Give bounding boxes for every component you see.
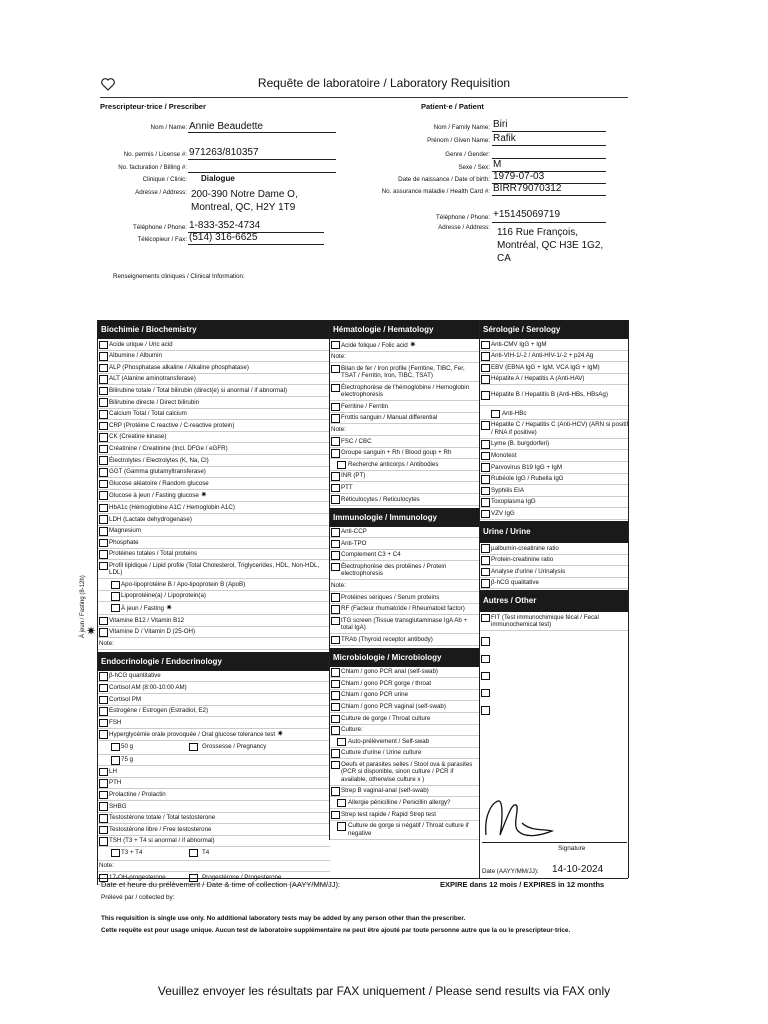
- checkbox[interactable]: [99, 826, 108, 835]
- test-row[interactable]: EBV (EBNA IgG + IgM, VCA IgG + IgM): [480, 362, 629, 374]
- test-row[interactable]: Chlam / gono PCR vaginal (self-swab): [330, 701, 480, 713]
- test-row[interactable]: Monotest: [480, 450, 629, 462]
- note-row[interactable]: Note:: [330, 580, 480, 592]
- test-row[interactable]: tTG screen (Tissue transglutaminase IgA Ab + total IgA): [330, 615, 480, 634]
- address-label: Adresse / Address:: [135, 189, 187, 196]
- hemato-column: [329, 320, 480, 840]
- checkbox[interactable]: [331, 691, 340, 700]
- note-row[interactable]: Note:: [330, 424, 480, 436]
- prescriber-heading: Prescripteur·trice / Prescriber: [100, 102, 206, 111]
- checkbox[interactable]: [99, 491, 108, 500]
- asterisk-icon: ✷: [86, 624, 97, 638]
- test-row[interactable]: µalbumin-creatinine ratio: [480, 543, 629, 555]
- test-row[interactable]: Glucose aléatoire / Random glucose: [98, 478, 330, 490]
- micro-header: Microbiologie / Microbiology: [330, 648, 480, 667]
- test-row[interactable]: β-hCG qualitative: [480, 578, 629, 590]
- checkbox[interactable]: [337, 822, 346, 831]
- divider: [100, 97, 628, 98]
- checkbox[interactable]: [99, 628, 108, 637]
- prescriber-name[interactable]: Annie Beaudette: [189, 121, 263, 132]
- checkbox[interactable]: [99, 527, 108, 536]
- test-row[interactable]: Protéines sériques / Serum proteins: [330, 592, 480, 604]
- checkbox[interactable]: [189, 849, 198, 858]
- license-label: No. permis / License #:: [123, 151, 187, 158]
- checkbox[interactable]: [481, 706, 490, 715]
- checkbox[interactable]: [99, 539, 108, 548]
- blank-row[interactable]: [480, 666, 629, 683]
- checkbox[interactable]: [331, 341, 340, 350]
- test-row[interactable]: PTT: [330, 482, 480, 494]
- test-row[interactable]: Ferritine / Ferritin: [330, 401, 480, 413]
- family-name-label: Nom / Family Name:: [433, 124, 490, 131]
- test-row[interactable]: LH: [98, 766, 330, 778]
- test-row[interactable]: Réticulocytes / Reticulocytes: [330, 494, 480, 506]
- license-value[interactable]: 971263/810357: [189, 147, 259, 158]
- test-row[interactable]: Cortisol AM (8:00-10:00 AM): [98, 682, 330, 694]
- checkbox[interactable]: [111, 743, 120, 752]
- checkbox[interactable]: [331, 540, 340, 549]
- checkbox[interactable]: [481, 487, 490, 496]
- test-row[interactable]: Syphilis EIA: [480, 485, 629, 497]
- prescriber-name-label: Nom / Name:: [150, 124, 187, 131]
- prescriber-address: [191, 188, 298, 214]
- checkbox[interactable]: [99, 422, 108, 431]
- checkbox[interactable]: [331, 811, 340, 820]
- checkbox[interactable]: [111, 756, 120, 765]
- checkbox[interactable]: [99, 684, 108, 693]
- test-row[interactable]: Protein-creatinine ratio: [480, 555, 629, 567]
- checkbox[interactable]: [331, 749, 340, 758]
- test-row[interactable]: Électrophorèse de l'hémoglobine / Hemoglobin electrophoresis: [330, 382, 480, 401]
- test-row[interactable]: Prolactine / Prolactin: [98, 789, 330, 801]
- test-row[interactable]: FSC / CBC: [330, 436, 480, 448]
- checkbox[interactable]: [99, 791, 108, 800]
- clinic-label: Clinique / Clinic:: [142, 176, 187, 183]
- test-row[interactable]: Anti-VIH-1/-2 / Anti-HIV-1/-2 + p24 Ag: [480, 351, 629, 363]
- test-row[interactable]: β-hCG quantitative: [98, 671, 330, 683]
- checkbox[interactable]: [331, 787, 340, 796]
- test-row[interactable]: Culture:: [330, 725, 480, 737]
- blank-row[interactable]: [480, 700, 629, 717]
- checkbox[interactable]: [189, 743, 198, 752]
- checkbox[interactable]: [481, 689, 490, 698]
- checkbox[interactable]: [331, 414, 340, 423]
- test-row[interactable]: Chlam / gono PCR anal (self-swab): [330, 667, 480, 679]
- biochem-column: [97, 320, 330, 885]
- checkbox[interactable]: [481, 352, 490, 361]
- test-row[interactable]: Albumine / Albumin: [98, 351, 330, 363]
- underline: [188, 159, 336, 160]
- signature-label: Signature: [558, 845, 586, 852]
- checkbox[interactable]: [481, 544, 490, 553]
- test-row[interactable]: Hyperglycémie orale provoquée / Oral glucose tolerance test ✷: [98, 729, 330, 742]
- test-row[interactable]: Analyse d'urine / Urinalysis: [480, 566, 629, 578]
- checkbox[interactable]: [481, 475, 490, 484]
- checkbox[interactable]: [99, 375, 108, 384]
- dob-label: Date de naissance / Date of birth:: [398, 176, 490, 183]
- checkbox[interactable]: [111, 592, 120, 601]
- test-row[interactable]: Testostérone totale / Total testosterone: [98, 813, 330, 825]
- disclaimer-fr: Cette requête est pour usage unique. Aucun test de laboratoire supplémentaire ne peut être ajouté par toute personne autre que la ou le prescripteur·trice.: [101, 927, 571, 934]
- checkbox[interactable]: [99, 352, 108, 361]
- test-row[interactable]: Magnesium: [98, 526, 330, 538]
- progesterone-label: Progestérone / Progesterone: [202, 873, 282, 881]
- gender-label: Genre / Gender:: [445, 151, 490, 158]
- test-row[interactable]: Recherche anticorps / Antibodies: [330, 459, 480, 471]
- checkbox[interactable]: [99, 480, 108, 489]
- asterisk-icon: ✷: [276, 729, 284, 739]
- table-bottom-border: [97, 878, 628, 879]
- test-row[interactable]: Hépatite B / Hepatitis B (Anti-HBs, HBsAg): [480, 385, 629, 405]
- signature-image: [482, 795, 562, 843]
- checkbox[interactable]: [331, 528, 340, 537]
- test-row[interactable]: Strep test rapide / Rapid Strep test: [330, 809, 480, 821]
- test-row[interactable]: Anti-TPO: [330, 538, 480, 550]
- pregnancy-label: Grossesse / Pregnancy: [202, 743, 267, 750]
- test-row[interactable]: Hépatite C / Hepatitis C (Anti-HCV) (ARN si positif / RNA if positive): [480, 420, 629, 439]
- test-row[interactable]: Culture de gorge si négatif / Throat culture if negative: [330, 821, 480, 840]
- checkbox[interactable]: [111, 581, 120, 590]
- signature-line: [482, 842, 627, 843]
- patient-phone-label: Téléphone / Phone:: [435, 214, 490, 221]
- health-card-label: No. assurance maladie / Health Card #:: [381, 188, 490, 195]
- prescriber-fax[interactable]: (514) 316-6625: [189, 232, 258, 243]
- checkbox[interactable]: [481, 579, 490, 588]
- test-row[interactable]: Anti-CMV IgG + IgM: [480, 339, 629, 351]
- fasting-vertical-label: À jeun / Fasting (8-12h): [80, 575, 86, 638]
- test-row[interactable]: FIT (Test immunochimique fécal / Fecal immunochemical test): [480, 612, 629, 631]
- dob-value[interactable]: 1979-07-03: [493, 171, 545, 182]
- test-row[interactable]: 17-OH-progesterone Progestérone / Progesterone: [98, 872, 330, 885]
- checkbox[interactable]: [99, 779, 108, 788]
- note-row[interactable]: Note:: [330, 352, 480, 364]
- checkbox[interactable]: [331, 495, 340, 504]
- test-row[interactable]: Strep B vaginal-anal (self-swab): [330, 786, 480, 798]
- checkbox[interactable]: [331, 668, 340, 677]
- checkbox[interactable]: [481, 655, 490, 664]
- note-row[interactable]: Note:: [98, 861, 330, 873]
- test-row[interactable]: Créatinine / Creatinine (Incl. DFGe / eGFR): [98, 443, 330, 455]
- prescriber-phone[interactable]: 1-833-352-4734: [189, 220, 261, 231]
- checkbox[interactable]: [331, 680, 340, 689]
- test-row[interactable]: RF (Facteur rhumatoïde / Rheumatoid factor): [330, 604, 480, 616]
- checkbox[interactable]: [491, 410, 500, 419]
- test-row[interactable]: TSH (T3 + T4 si anormal / if abnormal): [98, 836, 330, 848]
- test-row[interactable]: ALP (Phosphatase alkaline / Alkaline phosphatase): [98, 362, 330, 374]
- checkbox[interactable]: [99, 837, 108, 846]
- test-row[interactable]: Hépatite A / Hepatitis A (Anti-HAV): [480, 374, 629, 386]
- checkbox[interactable]: [99, 398, 108, 407]
- test-row[interactable]: Vitamine B12 / Vitamin B12: [98, 615, 330, 627]
- test-row[interactable]: Allergie pénicilline / Penicillin allergy?: [330, 797, 480, 809]
- test-row[interactable]: Chlam / gono PCR urine: [330, 690, 480, 702]
- test-row[interactable]: Apo-lipoprotéine B / Apo-lipoprotein B (ApoB): [98, 579, 330, 591]
- checkbox[interactable]: [331, 726, 340, 735]
- checkbox[interactable]: [331, 437, 340, 446]
- checkbox[interactable]: [337, 461, 346, 470]
- test-row[interactable]: Auto-prélèvement / Self-swab: [330, 736, 480, 748]
- blank-row[interactable]: [480, 683, 629, 700]
- urine-header: Urine / Urine: [480, 521, 629, 543]
- checkbox[interactable]: [331, 365, 340, 374]
- prescriber-phone-label: Téléphone / Phone:: [132, 224, 187, 231]
- test-row[interactable]: 75 g: [98, 755, 330, 767]
- checkbox[interactable]: [331, 703, 340, 712]
- checkbox[interactable]: [99, 341, 108, 350]
- test-row[interactable]: Électrolytes / Electrolytes (K, Na, Cl): [98, 455, 330, 467]
- underline: [188, 244, 324, 245]
- address-line: 116 Rue François,: [497, 227, 578, 238]
- test-row[interactable]: Bilan de fer / Iron profile (Ferritine, TIBC, Fer, TSAT / Ferritin, Iron, TIBC, TSAT): [330, 363, 480, 382]
- underline: [492, 158, 606, 159]
- checkbox[interactable]: [99, 433, 108, 442]
- underline: [492, 145, 606, 146]
- sex-value[interactable]: M: [493, 159, 502, 170]
- checkbox[interactable]: [99, 550, 108, 559]
- underline: [492, 195, 606, 196]
- asterisk-icon: ✷: [200, 490, 208, 500]
- checkbox[interactable]: [99, 696, 108, 705]
- clinic-value: Dialogue: [201, 174, 235, 183]
- test-row[interactable]: ALT (Alanine aminotransferase): [98, 374, 330, 386]
- other-header: Autres / Other: [480, 590, 629, 612]
- test-row[interactable]: Vitamine D / Vitamin D (25-OH): [98, 627, 330, 639]
- test-row[interactable]: CRP (Protéine C reactive / C-reactive protein): [98, 420, 330, 432]
- checkbox[interactable]: [331, 715, 340, 724]
- family-name[interactable]: Biri: [493, 119, 508, 130]
- blank-row[interactable]: [480, 649, 629, 666]
- checkbox[interactable]: [481, 421, 490, 430]
- test-row[interactable]: Phosphate: [98, 537, 330, 549]
- test-row[interactable]: Estrogène / Estrogen (Estradiol, E2): [98, 706, 330, 718]
- test-row[interactable]: Culture de gorge / Throat culture: [330, 713, 480, 725]
- given-name[interactable]: Rafik: [493, 133, 516, 144]
- clinical-info-label: Renseignements cliniques / Clinical Information:: [113, 273, 245, 280]
- checkbox[interactable]: [331, 761, 340, 770]
- test-row[interactable]: Acide folique / Folic acid ✷: [330, 339, 480, 352]
- test-row[interactable]: GGT (Gamma glutamyltransferase): [98, 467, 330, 479]
- checkbox[interactable]: [99, 802, 108, 811]
- underline: [188, 172, 336, 173]
- checkbox[interactable]: [331, 551, 340, 560]
- sex-label: Sexe / Sex:: [458, 164, 490, 171]
- test-row[interactable]: HbA1c (Hémoglobine A1C / Hemoglobin A1C): [98, 502, 330, 514]
- test-row[interactable]: Frottis sanguin / Manual differential: [330, 413, 480, 425]
- checkbox[interactable]: [481, 614, 490, 623]
- test-row[interactable]: Anti-HBc: [480, 406, 629, 420]
- test-row[interactable]: À jeun / Fasting ✷: [98, 602, 330, 615]
- test-row[interactable]: Glucose à jeun / Fasting glucose ✷: [98, 490, 330, 503]
- underline: [492, 131, 606, 132]
- checkbox[interactable]: [481, 341, 490, 350]
- checkbox[interactable]: [99, 468, 108, 477]
- address-line: 200-390 Notre Dame O,: [191, 189, 298, 200]
- table-right-border: [628, 320, 629, 878]
- checkbox[interactable]: [99, 504, 108, 513]
- checkbox[interactable]: [331, 449, 340, 458]
- collection-label: Date et heure du prélèvement / Date & time of collection (AAYY/MM/JJ):: [101, 880, 341, 889]
- checkbox[interactable]: [481, 498, 490, 507]
- test-row[interactable]: Électrophorèse des protéines / Protein electrophoresis: [330, 561, 480, 580]
- test-row[interactable]: Culture d'urine / Urine culture: [330, 748, 480, 760]
- checkbox[interactable]: [331, 636, 340, 645]
- test-row[interactable]: 50 g Grossesse / Pregnancy: [98, 741, 330, 754]
- test-row[interactable]: TRAb (Thyroid receptor antibody): [330, 634, 480, 646]
- patient-phone[interactable]: +15145069719: [493, 209, 561, 220]
- checkbox[interactable]: [331, 593, 340, 602]
- serology-header: Sérologie / Serology: [480, 320, 629, 339]
- test-row[interactable]: Profil lipidique / Lipid profile (Total Cholesterol, Triglycerides, HDL, Non-HDL, LDL): [98, 560, 330, 579]
- date-label: Date (AAYY/MM/JJ):: [482, 868, 539, 875]
- checkbox[interactable]: [331, 484, 340, 493]
- address-line: CA: [497, 253, 511, 264]
- checkbox[interactable]: [331, 605, 340, 614]
- test-row[interactable]: Lyme (B. burgdorferi): [480, 439, 629, 451]
- page-title: Requête de laboratoire / Laboratory Requisition: [257, 76, 511, 90]
- address-line: Montréal, QC H3E 1G2,: [497, 240, 604, 251]
- given-name-label: Prénom / Given Name:: [427, 137, 490, 144]
- checkbox[interactable]: [331, 403, 340, 412]
- underline: [492, 222, 606, 223]
- test-row[interactable]: Groupe sanguin + Rh / Blood goup + Rh: [330, 448, 480, 460]
- checkbox[interactable]: [481, 452, 490, 461]
- test-row[interactable]: Complement C3 + C4: [330, 550, 480, 562]
- test-row[interactable]: Protéines totales / Total proteins: [98, 549, 330, 561]
- test-row[interactable]: Anti-CCP: [330, 527, 480, 539]
- test-row[interactable]: FSH: [98, 717, 330, 729]
- test-row[interactable]: Testostérone libre / Free testosterone: [98, 824, 330, 836]
- blank-row[interactable]: [480, 631, 629, 648]
- underline: [188, 132, 336, 133]
- checkbox[interactable]: [99, 719, 108, 728]
- checkbox[interactable]: [481, 463, 490, 472]
- checkbox[interactable]: [481, 637, 490, 646]
- expiry-text: EXPIRE dans 12 mois / EXPIRES in 12 months: [440, 880, 605, 889]
- test-row[interactable]: Cortisol PM: [98, 694, 330, 706]
- test-row[interactable]: Oeufs et parasites selles / Stool ova & parasites (PCR si disponible, sinon culture / PCR if available, otherwise culture x ): [330, 759, 480, 785]
- test-row[interactable]: LDH (Lactate dehydrogenase): [98, 514, 330, 526]
- checkbox[interactable]: [331, 384, 340, 393]
- test-row[interactable]: PTH: [98, 778, 330, 790]
- test-row[interactable]: Parvovirus B19 IgG + IgM: [480, 462, 629, 474]
- collected-by-label: Prélevé par / collected by:: [101, 894, 175, 901]
- checkbox[interactable]: [481, 364, 490, 373]
- biochem-header: Biochimie / Biochemistry: [98, 320, 330, 339]
- test-row[interactable]: Acide urique / Uric acid: [98, 339, 330, 351]
- checkbox[interactable]: [337, 799, 346, 808]
- checkbox[interactable]: [111, 849, 120, 858]
- checkbox[interactable]: [99, 814, 108, 823]
- patient-address-label: Adresse / Address:: [438, 224, 490, 231]
- checkbox[interactable]: [99, 672, 108, 681]
- address-line: Montreal, QC, H2Y 1T9: [191, 202, 296, 213]
- test-row[interactable]: Chlam / gono PCR gorge / throat: [330, 678, 480, 690]
- test-row[interactable]: Calcium Total / Total calcium: [98, 409, 330, 421]
- patient-address: [497, 226, 603, 265]
- health-card-value[interactable]: BIRR79070312: [493, 183, 562, 194]
- checkbox[interactable]: [331, 472, 340, 481]
- test-row[interactable]: VZV IgG: [480, 508, 629, 520]
- checkbox[interactable]: [331, 617, 340, 626]
- checkbox[interactable]: [481, 556, 490, 565]
- checkbox[interactable]: [337, 738, 346, 747]
- checkbox[interactable]: [99, 707, 108, 716]
- checkbox[interactable]: [111, 604, 120, 613]
- checkbox[interactable]: [99, 768, 108, 777]
- patient-heading: Patient·e / Patient: [421, 102, 484, 111]
- checkbox[interactable]: [331, 563, 340, 572]
- checkbox[interactable]: [99, 364, 108, 373]
- asterisk-icon: ✷: [165, 603, 173, 613]
- checkbox[interactable]: [481, 391, 490, 400]
- test-row[interactable]: INR (PT): [330, 471, 480, 483]
- endo-header: Endocrinologie / Endocrinology: [98, 652, 330, 671]
- checkbox[interactable]: [99, 387, 108, 396]
- checkbox[interactable]: [481, 440, 490, 449]
- immuno-header: Immunologie / Immunology: [330, 508, 480, 527]
- checkbox[interactable]: [481, 375, 490, 384]
- fax-notice: Veuillez envoyer les résultats par FAX uniquement / Please send results via FAX only: [157, 984, 611, 998]
- disclaimer-en: This requisition is single use only. No additional laboratory tests may be added by any person other than the prescriber.: [101, 915, 466, 922]
- test-row[interactable]: T3 + T4 T4: [98, 847, 330, 860]
- test-row[interactable]: CK (Creatine kinase): [98, 432, 330, 444]
- checkbox[interactable]: [99, 730, 108, 739]
- fax-label: Télécopieur / Fax:: [137, 236, 187, 243]
- checkbox[interactable]: [481, 672, 490, 681]
- test-row[interactable]: Bilirubine totale / Total bilirubin (direct(e) si anormal / if abnormal): [98, 385, 330, 397]
- test-row[interactable]: SHBG: [98, 801, 330, 813]
- checkbox[interactable]: [99, 445, 108, 454]
- hemato-header: Hématologie / Hematology: [330, 320, 480, 339]
- checkbox[interactable]: [99, 515, 108, 524]
- billing-label: No. facturation / Billing #:: [118, 164, 187, 171]
- test-row[interactable]: Lipoprotéine(a) / Lipoprotein(a): [98, 591, 330, 603]
- date-value[interactable]: 14-10-2024: [552, 864, 604, 875]
- asterisk-icon: ✷: [409, 339, 417, 349]
- test-row[interactable]: Toxoplasma IgG: [480, 497, 629, 509]
- t4-label: T4: [202, 848, 210, 856]
- checkbox[interactable]: [481, 510, 490, 519]
- checkbox[interactable]: [99, 617, 108, 626]
- checkbox[interactable]: [481, 568, 490, 577]
- test-row[interactable]: Rubéole IgG / Rubella IgG: [480, 474, 629, 486]
- checkbox[interactable]: [99, 562, 108, 571]
- note-row[interactable]: Note:: [98, 638, 330, 650]
- test-row[interactable]: Bilirubine directe / Direct bilirubin: [98, 397, 330, 409]
- checkbox[interactable]: [99, 456, 108, 465]
- checkbox[interactable]: [99, 410, 108, 419]
